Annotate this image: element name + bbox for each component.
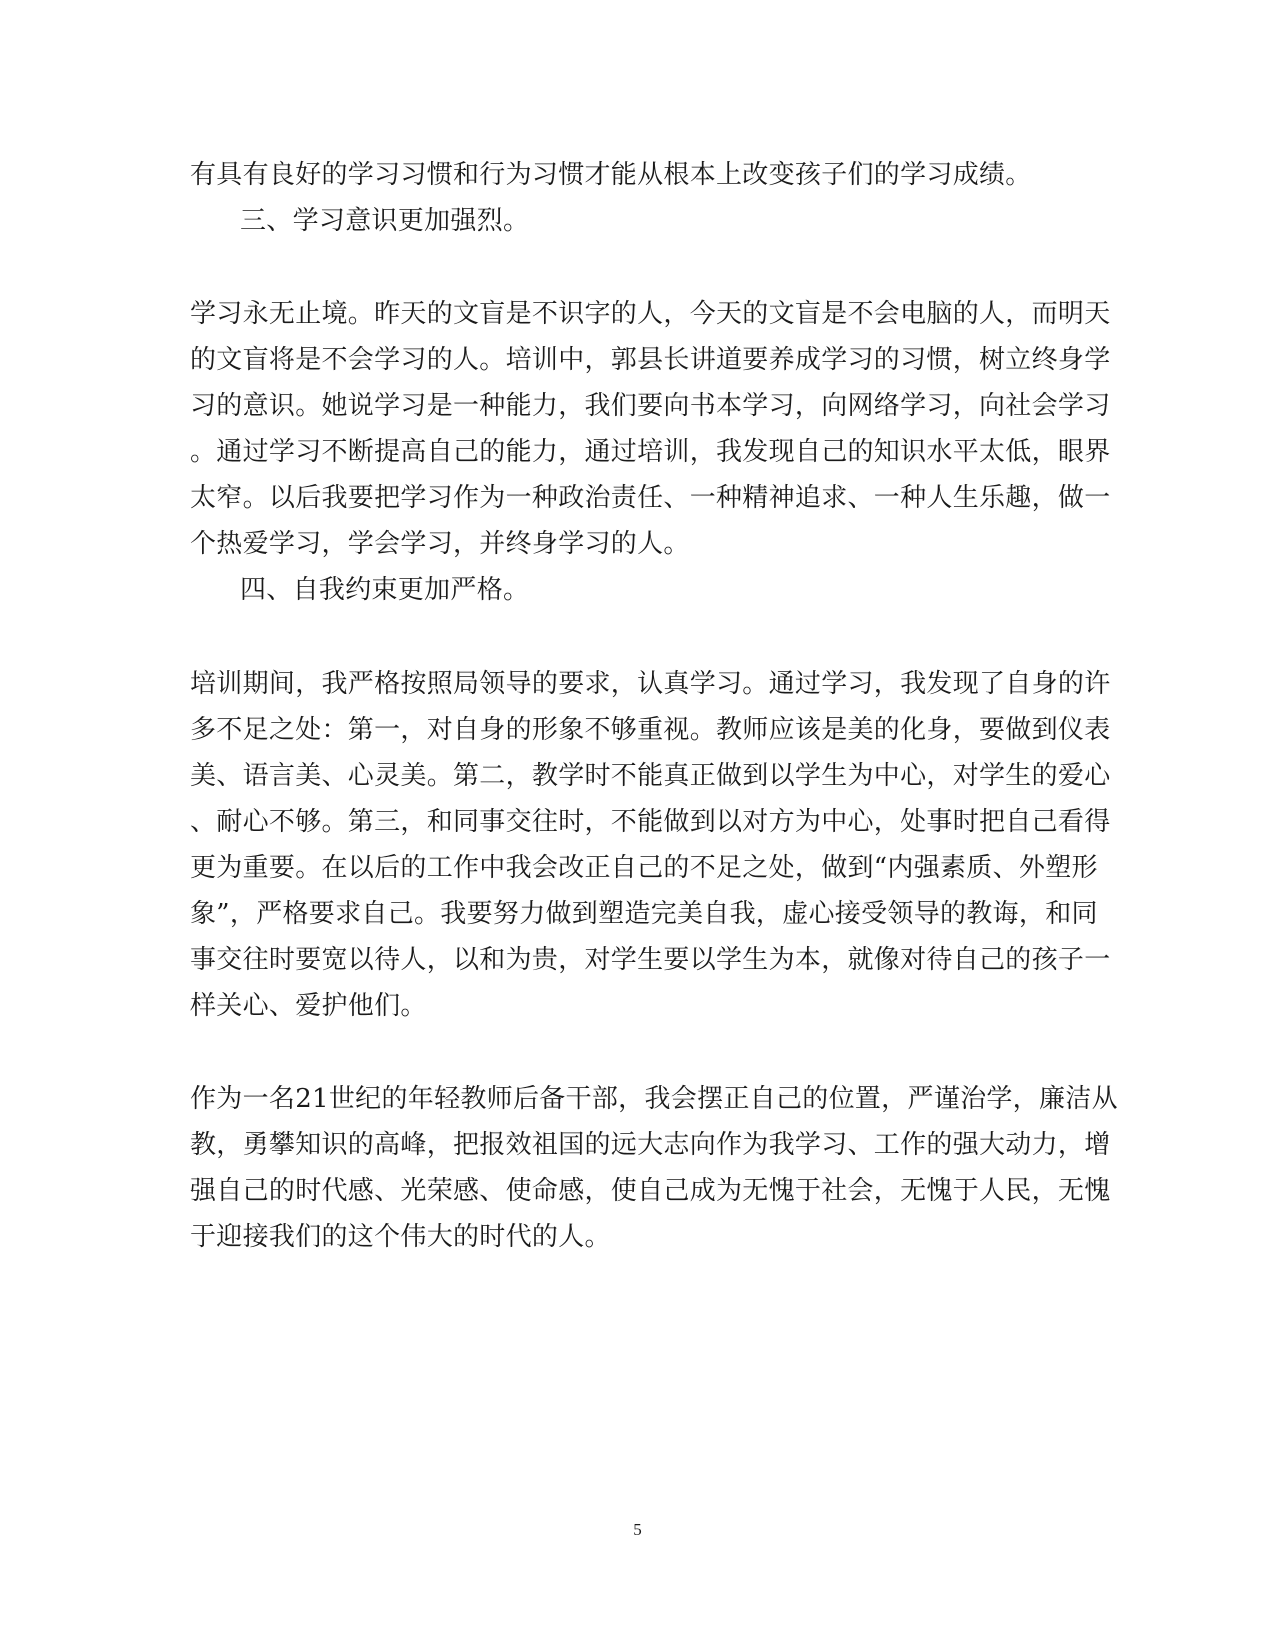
section-heading: 四、自我约束更加严格。 [240,575,530,605]
page-number: 5 [633,1520,642,1539]
body-line: 的文盲将是不会学习的人。培训中，郭县长讲道要养成学习的习惯，树立终身学 [190,345,1111,375]
body-line: 更为重要。在以后的工作中我会改正自己的不足之处，做到“内强素质、外塑形 [190,853,1098,883]
body-line: 美、语言美、心灵美。第二，教学时不能真正做到以学生为中心，对学生的爱心 [190,761,1111,791]
body-line: 作为一名21世纪的年轻教师后备干部，我会摆正自己的位置，严谨治学，廉洁从 [190,1084,1118,1114]
body-line: 习的意识。她说学习是一种能力，我们要向书本学习，向网络学习，向社会学习 [190,391,1111,421]
body-line: 样关心、爱护他们。 [190,991,427,1021]
body-line: 教，勇攀知识的高峰，把报效祖国的远大志向作为我学习、工作的强大动力，增 [190,1130,1111,1160]
body-line: 个热爱学习，学会学习，并终身学习的人。 [190,529,690,559]
body-line: 有具有良好的学习习惯和行为习惯才能从根本上改变孩子们的学习成绩。 [190,160,1032,190]
body-line: 培训期间，我严格按照局领导的要求，认真学习。通过学习，我发现了自身的许 [190,669,1111,699]
body-line: 、耐心不够。第三，和同事交往时，不能做到以对方为中心，处事时把自己看得 [190,807,1111,837]
body-line: 。通过学习不断提高自己的能力，通过培训，我发现自己的知识水平太低，眼界 [190,437,1111,467]
body-line: 象”，严格要求自己。我要努力做到塑造完美自我，虚心接受领导的教诲，和同 [190,899,1098,929]
section-heading: 三、学习意识更加强烈。 [240,206,530,236]
body-line: 于迎接我们的这个伟大的时代的人。 [190,1222,611,1252]
body-line: 强自己的时代感、光荣感、使命感，使自己成为无愧于社会，无愧于人民，无愧 [190,1176,1111,1206]
body-line: 学习永无止境。昨天的文盲是不识字的人，今天的文盲是不会电脑的人，而明天 [190,299,1111,329]
body-line: 事交往时要宽以待人，以和为贵，对学生要以学生为本，就像对待自己的孩子一 [190,945,1111,975]
body-line: 多不足之处：第一，对自身的形象不够重视。教师应该是美的化身，要做到仪表 [190,715,1111,745]
body-line: 太窄。以后我要把学习作为一种政治责任、一种精神追求、一种人生乐趣，做一 [190,483,1111,513]
